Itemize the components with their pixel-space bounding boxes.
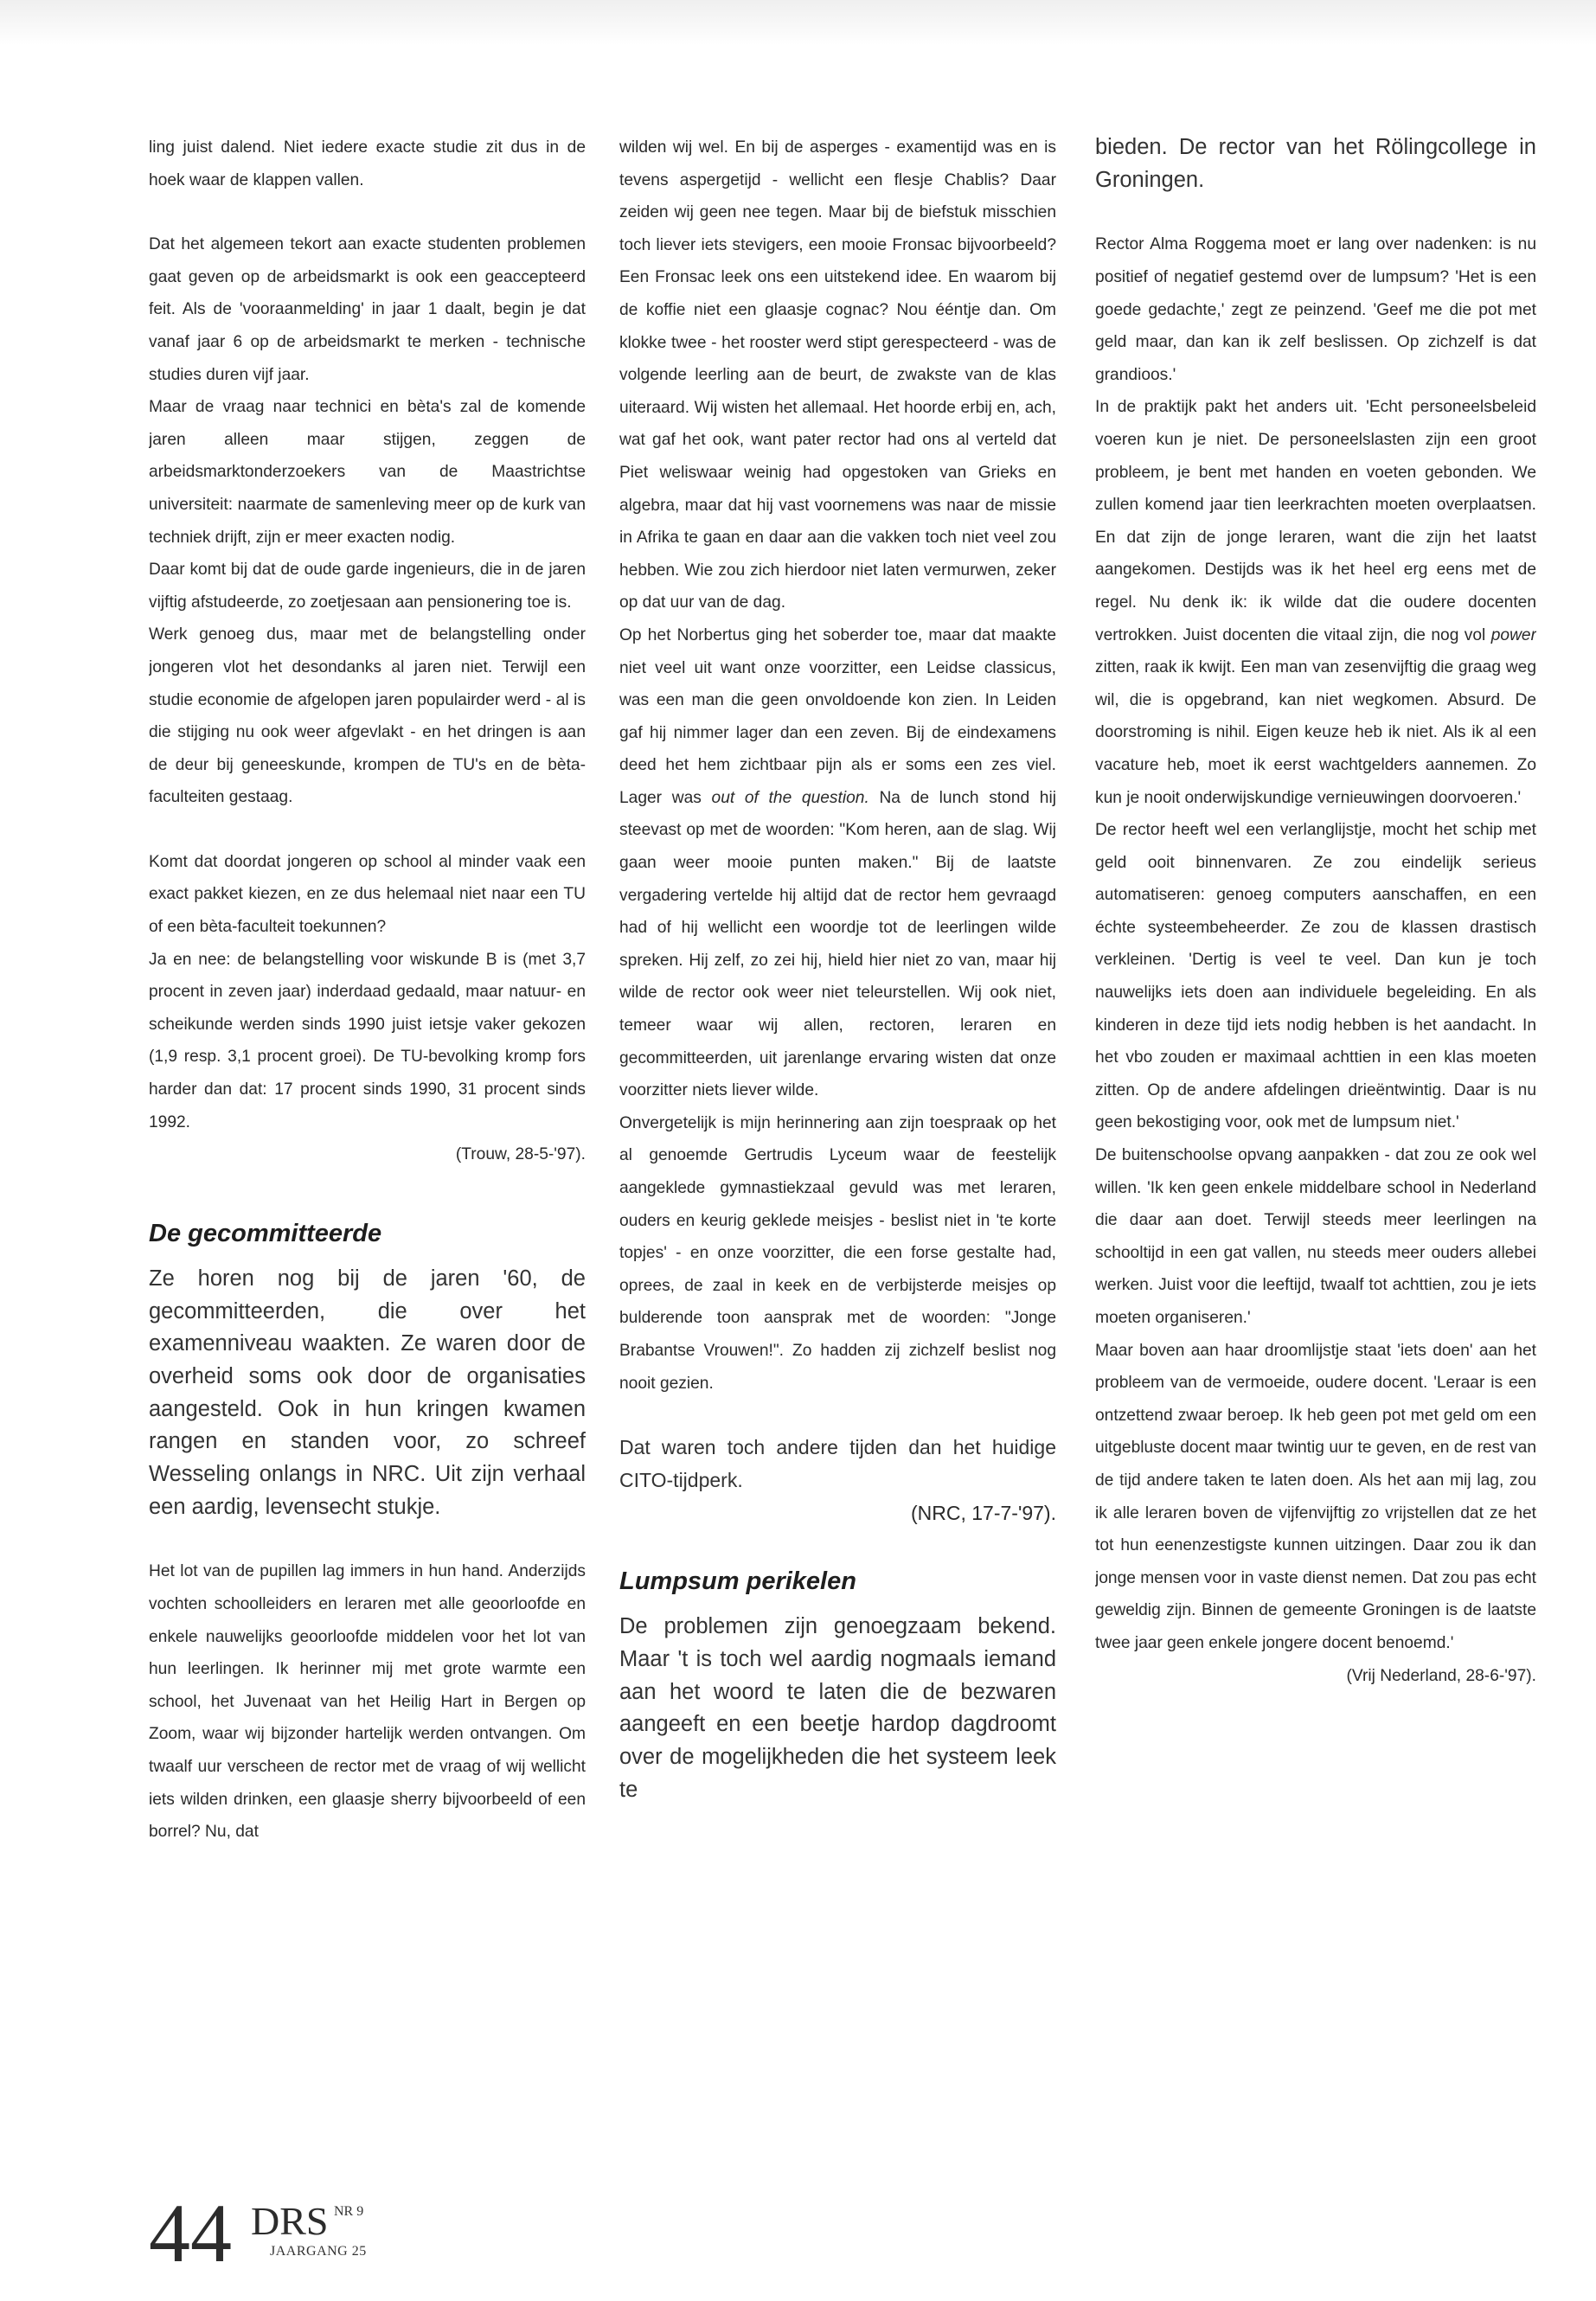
paragraph-gap <box>149 814 586 846</box>
col3-paragraph-1: Rector Alma Roggema moet er lang over nadenken: is nu positief of negatief gestemd over de lumpsum? 'Het is een goede gedachte,' zegt ze peinzend. 'Geef me die pot met geld maar, dan kan ik zelf beslissen. Op zichzelf is dat grandioos.' <box>1095 235 1536 384</box>
col1-paragraph-4: Daar komt bij dat de oude garde ingenieurs, die in de jaren vijftig afstudeerde, zo zoetjesaan aan pensionering toe is. <box>149 561 586 612</box>
volume-label: JAARGANG 25 <box>270 2244 367 2259</box>
col1-paragraph-6: Komt dat doordat jongeren op school al minder vaak een exact pakket kiezen, en ze dus helemaal niet naar een TU of een bèta-faculteit toekunnen? <box>149 852 586 937</box>
col1-intro: Ze horen nog bij de jaren '60, de gecommitteerden, die over het examenniveau waakten. Ze waren door de overheid soms ook door de organisaties aangesteld. Ook in hun kringen kwamen rangen en standen voor, zo schreef Wesseling onlangs in NRC. Uit zijn verhaal een aardig, levensecht stukje. <box>149 1266 586 1519</box>
heading-gap <box>619 1599 1056 1611</box>
col2-source: (NRC, 17-7-'97). <box>911 1501 1056 1524</box>
col1-paragraph-8: Het lot van de pupillen lag immers in hun hand. Anderzijds vochten schoolleiders en leraren met alle geoorloofde en enkele nauwelijks geoorloofde middelen voor het lot van hun leerlingen. Ik herinner mij met grote warmte een school, het Juvenaat van het Heilig Hart in Bergen op Zoom, waar wij bijzonder hartelijk werden ontvangen. Om twaalf uur verscheen de rector met de vraag of wij wellicht iets wilden drinken, een glaasje sherry bijvoorbeeld of een borrel? Nu, dat <box>149 1562 586 1842</box>
col3-source: (Vrij Nederland, 28-6-'97). <box>1346 1666 1536 1685</box>
col2-paragraph-2-start: Op het Norbertus ging het soberder toe, maar dat maakte niet veel uit want onze voorzitter, een Leidse classicus, was een man die geen onvoldoende kon zien. In Leiden gaf hij nimmer lager dan een zeven. Bij de eindexamens deed het hem zichtbaar pijn als er soms een zes viel. Lager was <box>619 625 1056 807</box>
section-heading-gecommitteerde: De gecommitteerde <box>149 1219 382 1247</box>
col3-paragraph-5: Maar boven aan haar droomlijstje staat 'iets doen' aan het probleem van de vermoeide, oudere docent. 'Leraar is een ontzettend zwaar beroep. Ik heb geen pot met geld om een uitgebluste docent maar twintig uur te geven, en de rest van de tijd andere taken te laten doen. Als het aan mij lag, zou ik alle leraren boven de vijfenvijftig zo vrijstellen dat ze het tot hun eenenzestigste kunnen uitzingen. Daar zou ik dan jonge mensen voor in vaste dienst nemen. Dat zou pas echt geweldig zijn. Binnen de gemeente Groningen is de laatste twee jaar geen enkele jongere docent benoemd.' <box>1095 1341 1536 1652</box>
col2-paragraph-3: Onvergetelijk is mijn herinnering aan zijn toespraak op het al genoemde Gertrudis Lyceum waar de feestelijk aangeklede gymnastiekzaal gevuld was met leraren, ouders en keurig geklede meisjes - beslist niet in 'te korte topjes' - en onze voorzitter, die een forse gestalte had, oprees, de zaal in keek en de verbijsterde meisjes op bulderende toon aansprak met de woorden: "Jonge Brabantse Vrouwen!". Zo hadden zij zichzelf beslist nog nooit gezien. <box>619 1113 1056 1393</box>
col2-italic-phrase: out of the question. <box>711 788 869 807</box>
col2-paragraph-1: wilden wij wel. En bij de asperges - examentijd was en is tevens aspergetijd - wellicht een flesje Chablis? Daar zeiden wij geen nee tegen. Maar bij de biefstuk misschien toch liever iets stevigers, een mooie Fronsac bijvoorbeeld? Een Fronsac leek ons een uitstekend idee. En waarom bij de koffie niet een glaasje cognac? Nou ééntje dan. Om klokke twee - het rooster werd stipt gerespecteerd - was de volgende leerling aan de beurt, de zwakste van de klas uiteraard. Wij wisten het allemaal. Het hoorde erbij en, ach, wat gaf het ook, want pater rector had ons al verteld dat Piet weliswaar weinig had opgestoken van Grieks en algebra, maar dat hij vast voornemens was naar de missie in Afrika te gaan en daar aan die vakken toch niet veel zou hebben. Wie zou zich hierdoor niet laten vermurwen, zeker op dat uur van de dag. <box>619 138 1056 612</box>
col3-paragraph-2 <box>1095 391 1536 814</box>
paragraph-gap <box>149 1523 586 1555</box>
col1-paragraph-3: Maar de vraag naar technici en bèta's zal de komende jaren alleen maar stijgen, zeggen de arbeidsmarktonderzoekers van de Maastrichtse universiteit: naarmate de samenleving meer op de kurk van techniek drijft, zijn er meer exacten nodig. <box>149 398 586 547</box>
paragraph-gap <box>149 196 586 228</box>
paragraph-gap <box>1095 196 1536 228</box>
column-3 <box>1095 131 1536 2121</box>
magazine-logo: DRS <box>251 2199 329 2243</box>
col1-paragraph-2: Dat het algemeen tekort aan exacte studenten problemen gaat geven op de arbeidsmarkt is ook een geaccepteerd feit. Als de 'vooraanmelding' in jaar 1 daalt, begin je dat vanaf jaar 6 op de arbeidsmarkt te merken - technische studies duren vijf jaar. <box>149 235 586 384</box>
col2-paragraph-2 <box>619 619 1056 1107</box>
heading-gap <box>149 1251 586 1263</box>
col3-paragraph-2-end: zitten, raak ik kwijt. Een man van zesenvijftig die graag weg wil, die is opgebrand, kan niet wegkomen. Absurd. De doorstroming is nihil. Eigen keuze heb ik niet. Als ik al een vacature heb, moet ik eerst wachtgelders aannemen. Zo kun je nooit onderwijskundige vernieuwingen doorvoeren.' <box>1095 658 1536 807</box>
col1-paragraph-1: ling juist dalend. Niet iedere exacte studie zit dus in de hoek waar de klappen vallen. <box>149 138 586 189</box>
col3-paragraph-4: De buitenschoolse opvang aanpakken - dat zou ze ook wel willen. 'Ik ken geen enkele middelbare school in Nederland die daar aan doet. Terwijl steeds meer leerlingen na schooltijd in een gat vallen, nu steeds meer ouders allebei werken. Juist voor die leeftijd, twaalf tot achttien, zou je iets moeten organiseren.' <box>1095 1146 1536 1327</box>
col1-paragraph-7: Ja en nee: de belangstelling voor wiskunde B is (met 3,7 procent in zeven jaar) inderdaad gedaald, maar natuur- en scheikunde werden sinds 1990 juist ietsje vaker gekozen (1,9 resp. 3,1 procent groei). De TU-bevolking kromp fors harder dan dat: 17 procent sinds 1990, 31 procent sinds 1992. <box>149 950 586 1131</box>
col2-closing: Dat waren toch andere tijden dan het huidige CITO-tijdperk. <box>619 1436 1056 1491</box>
col3-intro: bieden. De rector van het Rölingcollege in Groningen. <box>1095 135 1536 192</box>
section-gap <box>619 1529 1056 1564</box>
section-gap <box>149 1171 586 1216</box>
page-number: 44 <box>149 2187 232 2279</box>
col1-source: (Trouw, 28-5-'97). <box>455 1145 586 1164</box>
section-heading-lumpsum: Lumpsum perikelen <box>619 1567 856 1596</box>
col3-paragraph-3: De rector heeft wel een verlanglijstje, mocht het schip met geld ooit binnenvaren. Ze zou eindelijk serieus automatiseren: genoeg computers aanschaffen, en een échte systeembeheerder. Ze zou de klassen drastisch verkleinen. 'Dertig is veel te veel. Dan kun je toch nauwelijks iets doen aan individuele begeleiding. En als kinderen in deze tijd iets nodig hebben is het aandacht. In het vbo zouden er maximaal achttien in een klas moeten zitten. Op de andere afdelingen drieëntwintig. Daar is nu geen bekostiging voor, ook met de lumpsum niet.' <box>1095 821 1536 1132</box>
column-2 <box>619 131 1056 2121</box>
col3-paragraph-2-start: In de praktijk pakt het anders uit. 'Echt personeelsbeleid voeren kun je niet. De personeelslasten zijn een groot probleem, je bent met handen en voeten gebonden. We zullen komend jaar tien leerkrachten moeten overplaatsen. En dat zijn de jonge leraren, want die zijn het laatst aangekomen. Destijds was ik het heel erg eens met de regel. Nu denk ik: ik wilde dat die oudere docenten vertrokken. Juist docenten die vitaal zijn, die nog vol <box>1095 398 1536 644</box>
column-1 <box>149 131 586 2121</box>
paragraph-gap <box>619 1400 1056 1432</box>
col3-italic-word: power <box>1490 625 1536 644</box>
col1-paragraph-5: Werk genoeg dus, maar met de belangstelling onder jongeren vlot het desondanks al jaren niet. Terwijl een studie economie de afgelopen jaren populairder werd - al is die stijging nu ook weer afgevlakt - en het dringen is aan de deur bij geneeskunde, krompen de TU's en de bèta-faculteiten gestaag. <box>149 625 586 807</box>
col2-paragraph-2-end: Na de lunch stond hij steevast op met de woorden: "Kom heren, aan de slag. Wij gaan weer mooie punten maken." Bij de laatste vergadering vertelde hij altijd dat de rector hem gevraagd had of hij wellicht een woordje tot de leerlingen wilde spreken. Hij zelf, zo zei hij, hield hier niet zo van, maar hij wilde de rector ook weer niet teleurstellen. Wij ook niet, temeer waar wij allen, rectoren, leraren en gecommitteerden, uit jarenlange ervaring wisten dat onze voorzitter niets liever wilde. <box>619 788 1056 1100</box>
page-top-edge <box>0 0 1596 45</box>
col2-intro: De problemen zijn genoegzaam bekend. Maar 't is toch wel aardig nogmaals iemand aan het woord te laten die de bezwaren aangeeft en een beetje hardop dagdroomt over de mogelijkheden die het systeem leek te <box>619 1614 1056 1802</box>
issue-number: NR 9 <box>334 2204 364 2219</box>
